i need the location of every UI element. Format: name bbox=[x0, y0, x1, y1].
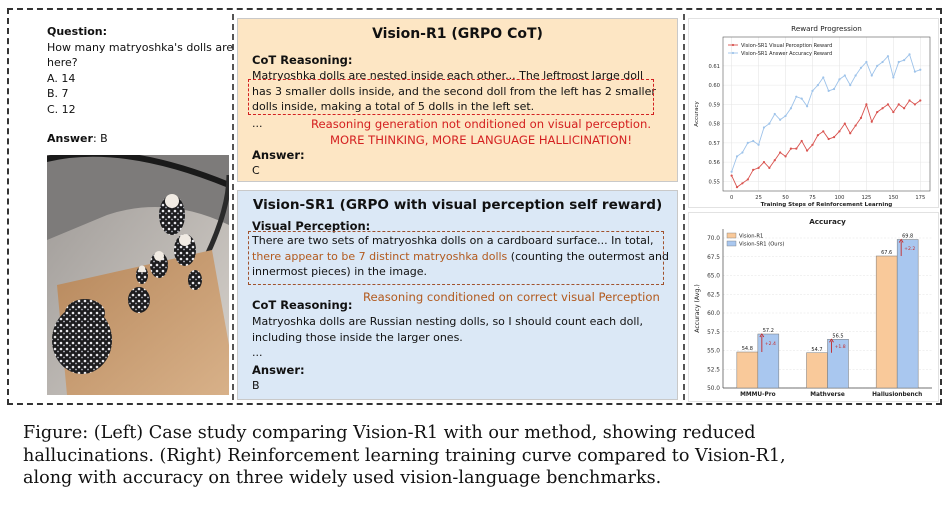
line-chart-xtick-label: 0 bbox=[729, 195, 734, 201]
bar-chart-title: Accuracy bbox=[809, 217, 846, 226]
line-chart-ytick-label: 0.60 bbox=[708, 83, 720, 90]
line-series-2-point bbox=[871, 74, 873, 76]
line-series-2-point bbox=[801, 98, 803, 100]
line-series-1-point bbox=[871, 121, 873, 123]
line-series-2-point bbox=[790, 107, 792, 109]
vision-sr1-panel bbox=[237, 190, 678, 400]
line-series-1-point bbox=[865, 103, 867, 105]
line-chart-ytick-label: 0.55 bbox=[708, 179, 720, 186]
line-series-2-point bbox=[822, 76, 824, 78]
bar-legend-label-1: Vision-R1 bbox=[739, 233, 764, 240]
bar-chart-ytick-label: 67.5 bbox=[707, 254, 720, 261]
vision-sr1-answer-label: Answer: bbox=[252, 363, 305, 377]
line-series-1-point bbox=[914, 103, 916, 105]
line-series-1-point bbox=[919, 99, 921, 101]
line-series-2-point bbox=[860, 67, 862, 69]
visual-perception-highlight: there appear to be 7 distinct matryoshka dolls bbox=[252, 249, 508, 263]
bar-value-label: 54.8 bbox=[741, 346, 753, 352]
bar-hallusionbench-series-1 bbox=[876, 256, 897, 388]
line-series-2 bbox=[732, 54, 921, 171]
bar-category-label: Hallusionbench bbox=[872, 392, 923, 398]
line-series-1-point bbox=[801, 140, 803, 142]
line-series-1-point bbox=[844, 123, 846, 125]
line-chart-xtick-label: 25 bbox=[755, 195, 762, 201]
line-series-1-point bbox=[768, 167, 770, 169]
vision-r1-cot-label: CoT Reasoning: bbox=[252, 53, 353, 67]
line-series-1-point bbox=[763, 161, 765, 163]
line-series-2-point bbox=[736, 155, 738, 157]
vision-r1-answer-label: Answer: bbox=[252, 148, 305, 162]
line-series-1-point bbox=[881, 107, 883, 109]
line-series-1-point bbox=[790, 148, 792, 150]
line-series-2-point bbox=[763, 126, 765, 128]
line-chart-xtick-label: 75 bbox=[809, 195, 816, 201]
line-series-2-point bbox=[844, 74, 846, 76]
answer-line bbox=[47, 131, 237, 147]
question-block bbox=[47, 24, 237, 147]
line-chart-ytick-label: 0.61 bbox=[708, 63, 720, 70]
line-chart-xtick-label: 125 bbox=[861, 195, 872, 201]
bar-chart-ylabel: Accuracy (Avg.) bbox=[694, 284, 701, 333]
vision-sr1-answer-value: B bbox=[252, 379, 260, 392]
vision-r1-cot-line-2: has 3 smaller dolls inside, and the second doll from the left has 2 smaller bbox=[252, 84, 656, 98]
line-series-1-point bbox=[828, 138, 830, 140]
line-chart-ytick-label: 0.57 bbox=[708, 140, 720, 147]
line-series-2-point bbox=[887, 55, 889, 57]
line-series-2-point bbox=[768, 123, 770, 125]
line-series-2-point bbox=[876, 65, 878, 67]
line-series-2-point bbox=[881, 61, 883, 63]
improvement-delta-label: +2.4 bbox=[764, 342, 776, 347]
bar-value-label: 56.5 bbox=[832, 333, 844, 340]
line-series-2-point bbox=[833, 88, 835, 90]
visual-perception-line-2 bbox=[252, 249, 669, 265]
line-series-2-point bbox=[849, 84, 851, 86]
vision-sr1-cot-label: CoT Reasoning: bbox=[252, 298, 353, 312]
vision-sr1-cot-line-2: including those inside the larger ones. bbox=[252, 330, 463, 344]
line-series-1-point bbox=[822, 130, 824, 132]
line-series-2-point bbox=[747, 142, 749, 144]
figure-caption bbox=[23, 422, 938, 490]
line-series-1-point bbox=[757, 167, 759, 169]
caption-line-1: Figure: (Left) Case study comparing Vision-R1 with our method, showing reduced bbox=[23, 423, 756, 443]
line-chart-plot-area bbox=[723, 37, 930, 191]
visual-perception-text bbox=[252, 233, 669, 280]
hallucination-note-line-2: MORE THINKING, MORE LANGUAGE HALLICINATION! bbox=[329, 133, 632, 147]
hallucination-highlight-box bbox=[248, 79, 654, 115]
line-series-1-point bbox=[741, 182, 743, 184]
matryoshka-photo bbox=[47, 155, 229, 395]
bar-chart-ytick-label: 55.0 bbox=[707, 348, 720, 355]
line-chart-xtick-label: 150 bbox=[888, 195, 899, 201]
visual-perception-label: Visual Perception: bbox=[252, 219, 371, 233]
reward-progression-chart bbox=[688, 18, 939, 208]
line-legend-marker-1 bbox=[732, 44, 734, 46]
line-series-2-point bbox=[898, 61, 900, 63]
line-series-1-point bbox=[855, 124, 857, 126]
line-series-1-point bbox=[731, 175, 733, 177]
bar-mathverse-series-1 bbox=[807, 353, 828, 388]
line-series-2-point bbox=[908, 53, 910, 55]
line-series-1-point bbox=[806, 149, 808, 151]
line-series-1-point bbox=[903, 107, 905, 109]
line-series-2-point bbox=[811, 90, 813, 92]
bar-value-label: 69.8 bbox=[902, 233, 914, 240]
perception-note: Reasoning conditioned on correct visual Perception bbox=[363, 290, 660, 304]
line-series-1-point bbox=[752, 169, 754, 171]
line-series-1-point bbox=[908, 99, 910, 101]
vision-sr1-cot-line-1: Matryoshka dolls are Russian nesting dolls, so I should count each doll, bbox=[252, 315, 643, 328]
line-series-2-point bbox=[774, 113, 776, 115]
line-series-1-point bbox=[838, 130, 840, 132]
line-series-2-point bbox=[795, 96, 797, 98]
vision-sr1-ellipsis: ... bbox=[252, 346, 263, 360]
bar-chart-ytick-label: 57.5 bbox=[707, 329, 720, 336]
option-c: C. 12 bbox=[47, 102, 76, 116]
answer-value: : B bbox=[92, 132, 108, 145]
vision-sr1-title: Vision-SR1 (GRPO with visual perception self reward) bbox=[252, 197, 663, 213]
line-series-2-point bbox=[731, 171, 733, 173]
caption-line-3: along with accuracy on three widely used vision-language benchmarks. bbox=[23, 468, 662, 488]
bar-chart-ytick-label: 60.0 bbox=[707, 311, 720, 317]
accuracy-bar-chart bbox=[688, 212, 939, 402]
visual-perception-line-2-rest: (counting the outermost and bbox=[507, 249, 669, 263]
vision-r1-cot-line-1: Matryoshka dolls are nested inside each other... The leftmost large doll bbox=[252, 69, 644, 82]
line-series-2-point bbox=[828, 90, 830, 92]
bar-chart-ytick-label: 65.0 bbox=[707, 273, 720, 280]
line-series-2-point bbox=[903, 59, 905, 61]
line-series-2-point bbox=[919, 69, 921, 71]
line-series-1-point bbox=[887, 103, 889, 105]
line-series-1-point bbox=[876, 111, 878, 113]
vision-r1-answer-value: C bbox=[252, 164, 260, 177]
line-series-1-point bbox=[860, 117, 862, 119]
accuracy-bar-svg bbox=[689, 213, 938, 401]
divider-right bbox=[683, 14, 685, 400]
vision-r1-cot-line-3: dolls inside, making a total of 5 dolls in the left set. bbox=[252, 100, 535, 114]
line-series-1-point bbox=[736, 186, 738, 188]
line-legend-label-2: Vision-SR1 Answer Accuracy Reward bbox=[741, 51, 833, 57]
bar-chart-ytick-label: 52.5 bbox=[707, 367, 720, 374]
line-series-1-point bbox=[795, 148, 797, 150]
question-text: How many matryoshka's dolls are here? bbox=[47, 40, 234, 69]
vision-r1-panel bbox=[237, 18, 678, 182]
vision-r1-title: Vision-R1 (GRPO CoT) bbox=[372, 26, 543, 42]
line-series-1-point bbox=[833, 136, 835, 138]
vision-sr1-cot-text bbox=[252, 314, 643, 361]
line-series-2-point bbox=[892, 76, 894, 78]
line-series-1-point bbox=[779, 151, 781, 153]
bar-legend-swatch-2 bbox=[727, 241, 736, 246]
line-series-2-point bbox=[838, 78, 840, 80]
line-legend-marker-2 bbox=[732, 52, 734, 54]
line-series-2-point bbox=[865, 61, 867, 63]
reward-progression-svg bbox=[689, 19, 938, 207]
visual-perception-line-1: There are two sets of matryoshka dolls on a cardboard surface... In total, bbox=[252, 234, 654, 247]
hallucination-note bbox=[296, 116, 666, 148]
line-series-2-point bbox=[914, 71, 916, 73]
line-series-2-point bbox=[784, 115, 786, 117]
line-series-2-point bbox=[752, 140, 754, 142]
line-series-1-point bbox=[892, 111, 894, 113]
line-chart-xtick-label: 50 bbox=[782, 195, 789, 201]
line-series-1-point bbox=[849, 132, 851, 134]
line-legend-label-1: Vision-SR1 Visual Perception Reward bbox=[741, 43, 833, 49]
option-a: A. 14 bbox=[47, 71, 76, 85]
bar-chart-ytick-label: 62.5 bbox=[707, 292, 720, 299]
line-series-1-point bbox=[774, 159, 776, 161]
line-chart-ylabel: Accuracy bbox=[694, 101, 700, 127]
line-series-1-point bbox=[811, 144, 813, 146]
answer-label: Answer bbox=[47, 132, 93, 145]
bar-mmmu-pro-series-1 bbox=[737, 352, 758, 388]
vision-r1-ellipsis: ... bbox=[252, 117, 263, 130]
bar-hallusionbench-series-2 bbox=[897, 240, 918, 389]
bar-value-label: 67.6 bbox=[881, 250, 893, 256]
improvement-delta-label: +2.2 bbox=[904, 246, 916, 252]
bar-value-label: 54.7 bbox=[811, 346, 823, 353]
bar-chart-ytick-label: 70.0 bbox=[707, 236, 720, 242]
line-series-1-point bbox=[747, 178, 749, 180]
bar-category-label: MMMU-Pro bbox=[740, 392, 776, 398]
line-series-1-point bbox=[817, 134, 819, 136]
line-series-1 bbox=[732, 101, 921, 188]
line-series-2-point bbox=[779, 119, 781, 121]
bar-value-label: 57.2 bbox=[762, 328, 774, 334]
bar-legend-swatch-1 bbox=[727, 233, 736, 238]
option-b: B. 7 bbox=[47, 87, 69, 100]
line-chart-xtick-label: 175 bbox=[915, 195, 926, 201]
bar-legend-label-2: Vision-SR1 (Ours) bbox=[739, 241, 785, 248]
visual-perception-line-3: innermost pieces) in the image. bbox=[252, 265, 428, 279]
line-chart-xtick-label: 100 bbox=[834, 195, 845, 201]
question-label: Question: bbox=[47, 25, 108, 38]
bar-chart-ytick-label: 50.0 bbox=[707, 386, 720, 392]
line-series-2-point bbox=[806, 105, 808, 107]
improvement-delta-label: +1.8 bbox=[834, 345, 846, 350]
line-series-1-point bbox=[898, 103, 900, 105]
caption-line-2: hallucinations. (Right) Reinforcement learning training curve compared to Vision-R1, bbox=[23, 445, 786, 466]
line-series-2-point bbox=[757, 144, 759, 146]
line-series-2-point bbox=[741, 151, 743, 153]
line-chart-xlabel: Training Steps of Reinforcement Learning bbox=[760, 202, 893, 207]
line-chart-title: Reward Progression bbox=[791, 24, 862, 33]
line-series-1-point bbox=[784, 155, 786, 157]
line-chart-ytick-label: 0.58 bbox=[708, 121, 720, 128]
line-series-2-point bbox=[817, 84, 819, 86]
line-series-2-point bbox=[855, 74, 857, 76]
hallucination-note-line-1: Reasoning generation not onditioned on visual perception. bbox=[310, 117, 652, 131]
line-chart-ytick-label: 0.59 bbox=[708, 102, 720, 109]
line-chart-ytick-label: 0.56 bbox=[708, 160, 720, 167]
bar-category-label: Mathverse bbox=[810, 392, 845, 398]
